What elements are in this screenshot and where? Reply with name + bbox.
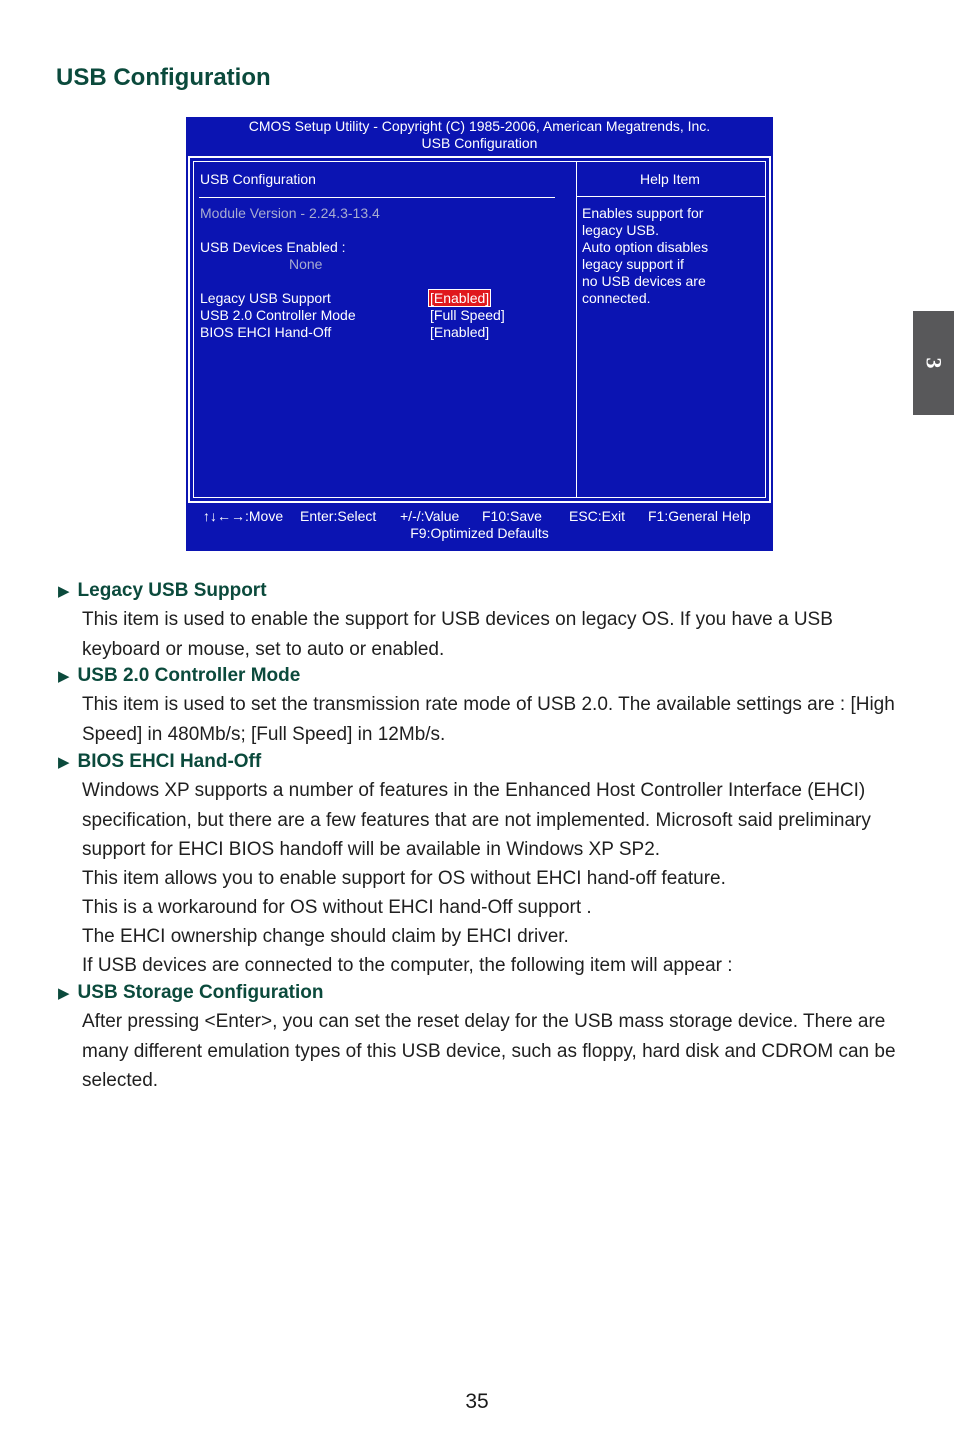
paragraph: After pressing <Enter>, you can set the reset delay for the USB mass storage device. There are many different emulation types of this USB device, such as floppy, hard disk and CDROM can be selected. xyxy=(82,1011,896,1091)
page-number: 35 xyxy=(465,1390,489,1413)
setting-legacy-usb-label[interactable]: Legacy USB Support xyxy=(200,290,331,306)
paragraph: This item is used to set the transmission rate mode of USB 2.0. The available settings are : [High Speed] in 480Mb/s; [Full Speed] in 12Mb/s. xyxy=(82,694,895,745)
chapter-number: 3 xyxy=(921,357,947,369)
page-title: USB Configuration xyxy=(56,64,271,91)
triangle-bullet-icon: ▶ xyxy=(58,668,70,685)
setting-ehci-handoff-label[interactable]: BIOS EHCI Hand-Off xyxy=(200,324,332,340)
bios-key-legend xyxy=(186,508,773,542)
key-optimized-defaults: F9:Optimized Defaults xyxy=(410,525,549,541)
key-value: +/-/:Value xyxy=(400,508,460,524)
section-heading-text: USB Storage Configuration xyxy=(77,982,324,1003)
key-save: F10:Save xyxy=(482,508,542,524)
bios-copyright: CMOS Setup Utility - Copyright (C) 1985-2006, American Megatrends, Inc. xyxy=(248,118,711,134)
help-line: legacy USB. xyxy=(582,222,660,238)
setting-legacy-usb-value[interactable] xyxy=(429,290,490,307)
key-select: Enter:Select xyxy=(300,508,377,524)
setting-usb20-mode-label[interactable]: USB 2.0 Controller Mode xyxy=(200,307,356,323)
selected-value-highlight[interactable]: [Enabled] xyxy=(430,290,490,306)
paragraph: This is a workaround for OS without EHCI hand-Off support . xyxy=(82,897,592,918)
help-line: Auto option disables xyxy=(582,239,709,255)
section-heading-usb-storage xyxy=(58,982,324,1004)
paragraph: Windows XP supports a number of features in the Enhanced Host Controller Interface (EHCI) specification, but there are a few features that are not implemented. Microsoft said preliminary support for EHCI BIOS handoff will be available in Windows XP SP2. xyxy=(82,780,871,860)
paragraph: This item allows you to enable support for OS without EHCI hand-off feature. xyxy=(82,868,726,889)
key-move: ↑↓←→:Move xyxy=(203,508,284,524)
usb-devices-value: None xyxy=(289,256,323,272)
section-heading-ehci-handoff xyxy=(58,751,261,773)
section-heading-legacy-usb xyxy=(58,580,267,602)
bios-screen xyxy=(186,117,773,551)
section-heading-text: Legacy USB Support xyxy=(77,580,267,601)
help-title: Help Item xyxy=(640,171,700,187)
help-line: legacy support if xyxy=(582,256,684,272)
section-heading-usb20-mode xyxy=(58,665,300,687)
paragraph: The EHCI ownership change should claim by EHCI driver. xyxy=(82,926,569,947)
left-title-underline xyxy=(199,197,555,198)
triangle-bullet-icon: ▶ xyxy=(58,583,70,600)
section-heading-text: BIOS EHCI Hand-Off xyxy=(77,751,262,772)
bios-header xyxy=(186,117,773,152)
key-exit: ESC:Exit xyxy=(569,508,626,524)
help-line: no USB devices are xyxy=(582,273,706,289)
section-heading-text: USB 2.0 Controller Mode xyxy=(77,665,301,686)
setting-ehci-handoff-value[interactable]: [Enabled] xyxy=(430,324,490,340)
key-general-help: F1:General Help xyxy=(648,508,751,524)
bios-menu-title: USB Configuration xyxy=(200,171,316,187)
paragraph: This item is used to enable the support for USB devices on legacy OS. If you have a USB keyboard or mouse, set to auto or enabled. xyxy=(82,609,833,660)
column-divider xyxy=(576,162,577,497)
triangle-bullet-icon: ▶ xyxy=(58,754,70,771)
bios-screen-title: USB Configuration xyxy=(421,135,538,151)
usb-devices-label: USB Devices Enabled : xyxy=(200,239,346,255)
bios-frame xyxy=(188,156,771,503)
chapter-tab xyxy=(913,311,954,415)
help-line: connected. xyxy=(582,290,651,306)
paragraph: If USB devices are connected to the computer, the following item will appear : xyxy=(82,955,733,976)
bios-frame-inner xyxy=(193,161,766,498)
triangle-bullet-icon: ▶ xyxy=(58,985,70,1002)
help-line: Enables support for xyxy=(582,205,704,221)
module-version: Module Version - 2.24.3-13.4 xyxy=(200,205,380,221)
help-title-underline xyxy=(577,196,765,197)
setting-usb20-mode-value[interactable]: [Full Speed] xyxy=(430,307,505,323)
